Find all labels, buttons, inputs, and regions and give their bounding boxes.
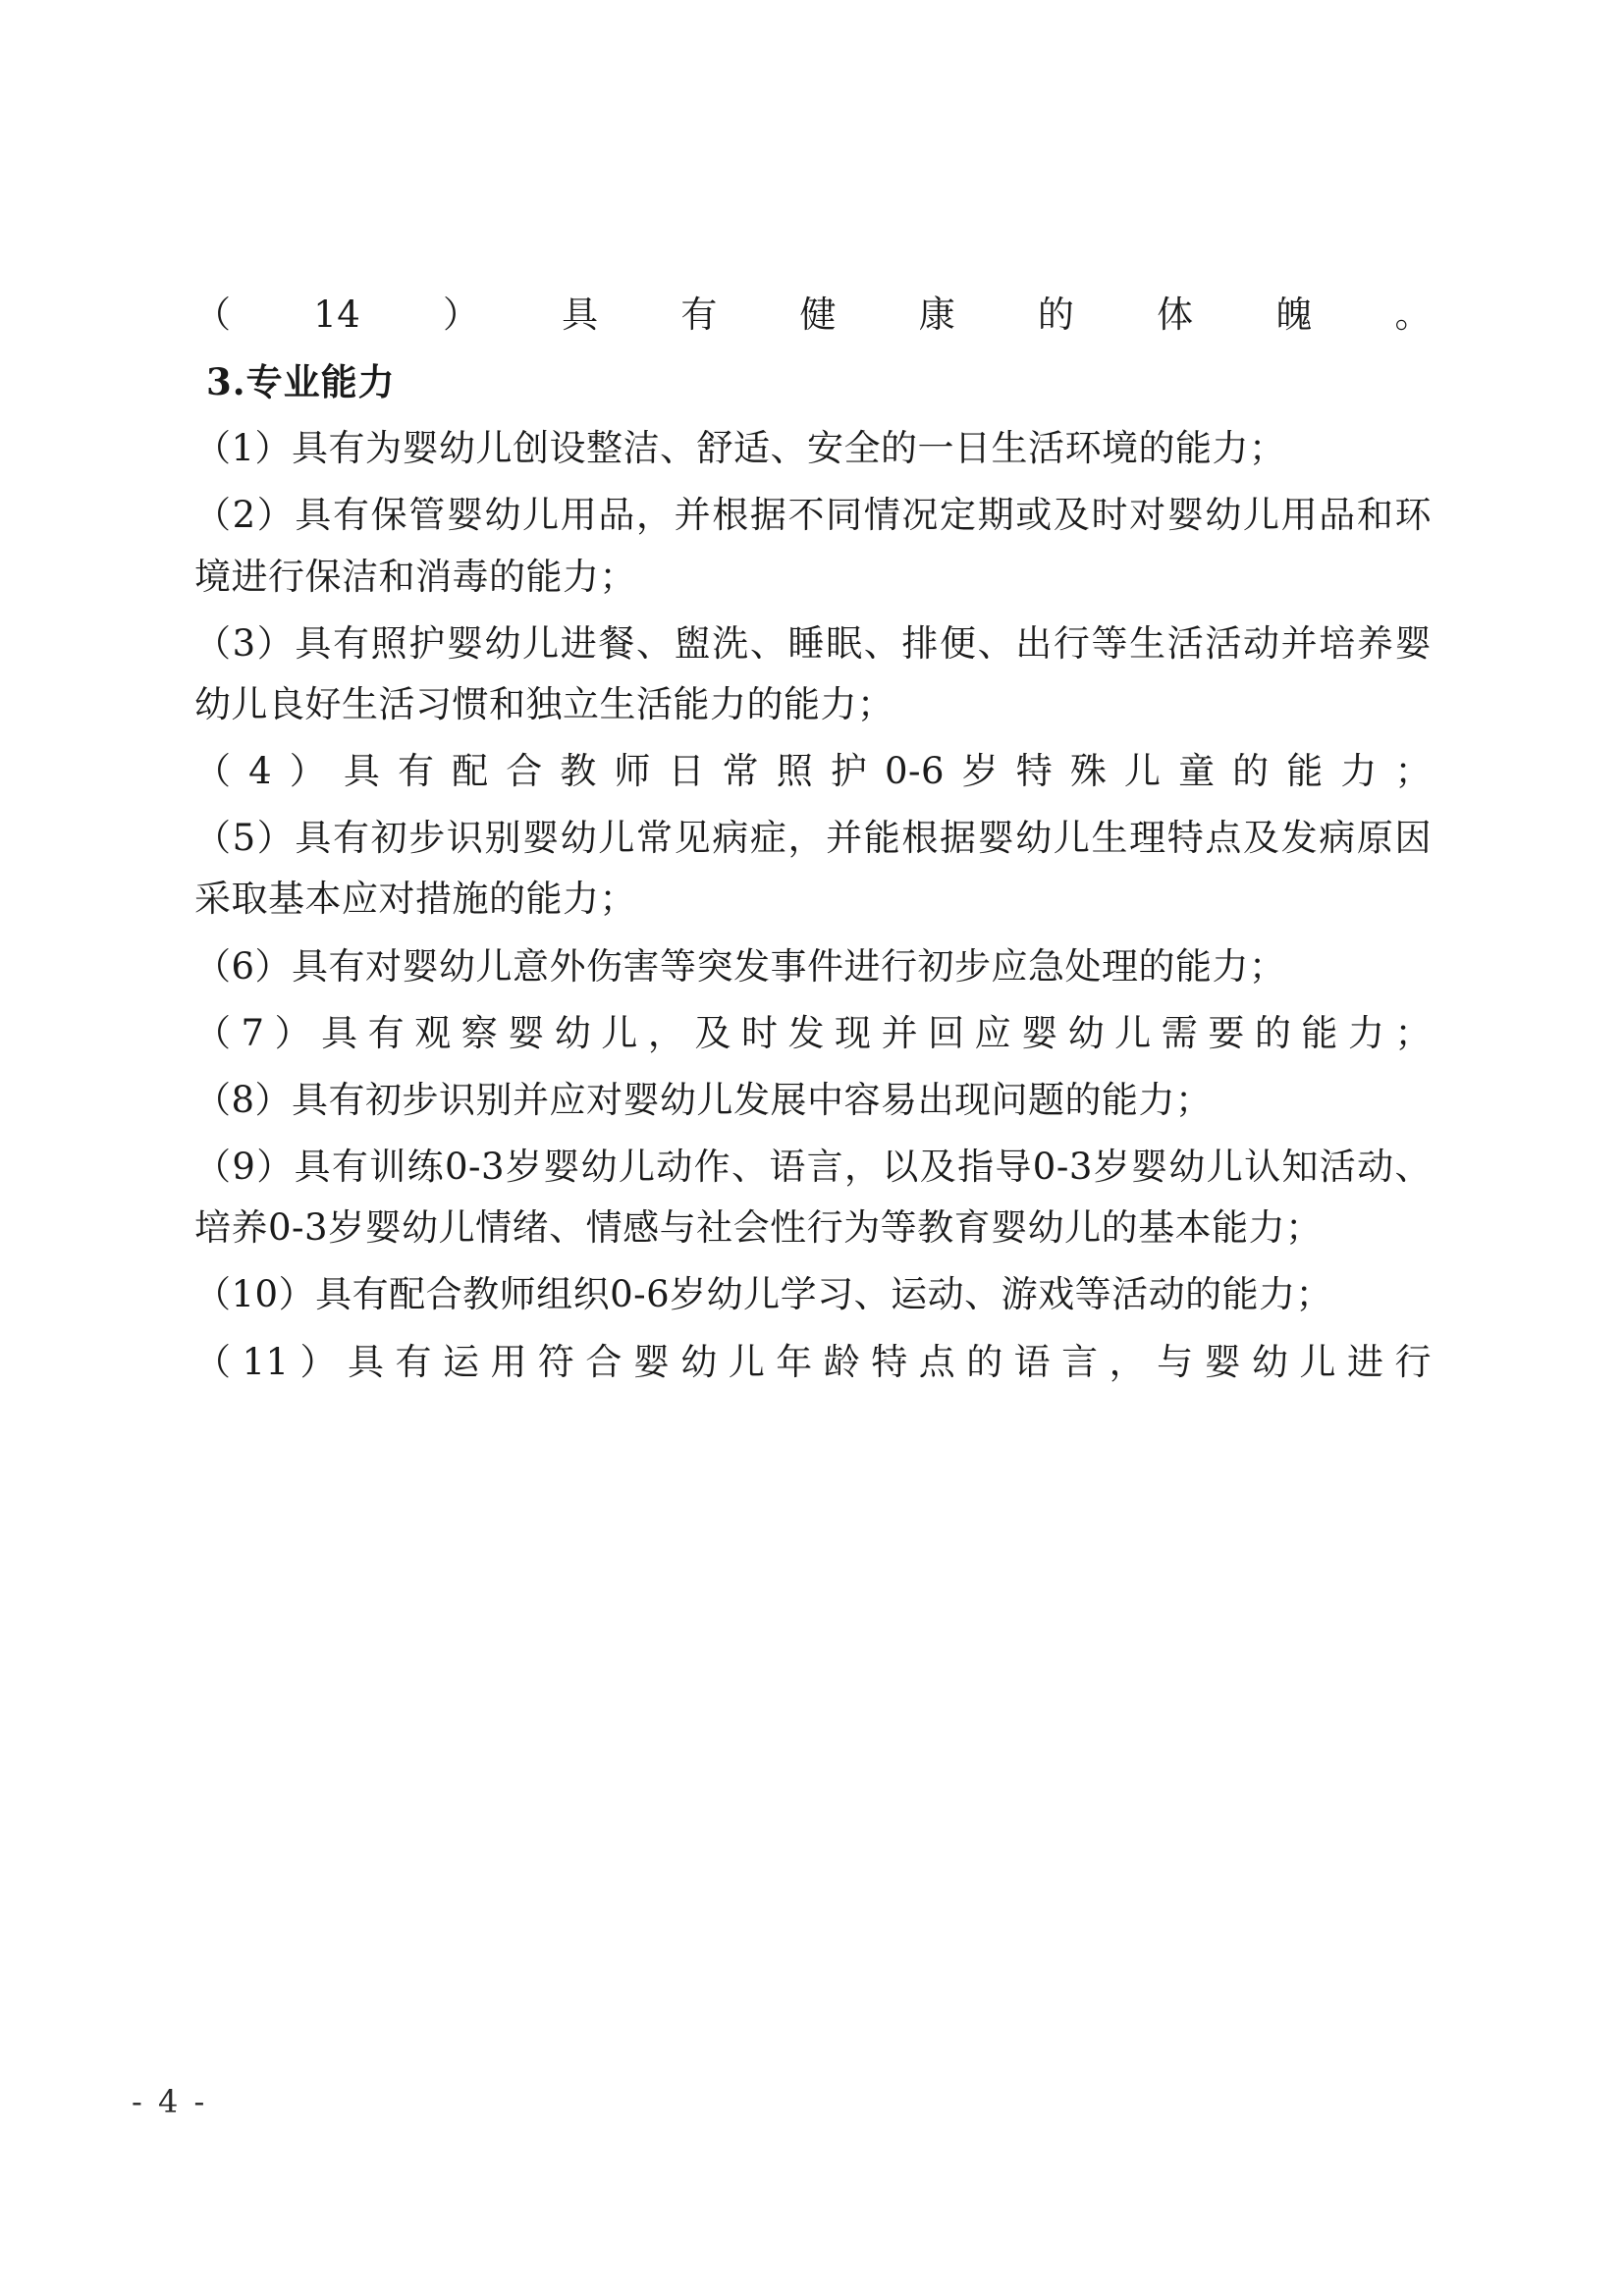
section-heading: 3.专业能力 [206,360,396,404]
page-body [194,285,1432,1399]
paragraph: （9）具有训练0-3岁婴幼儿动作、语言，以及指导0-3岁婴幼儿认知活动、培养0-3岁婴幼儿情绪、情感与社会性行为等教育婴幼儿的基本能力； [194,1146,1432,1250]
paragraph: （14）具有健康的体魄。 [194,294,1432,336]
page-number: - 4 - [132,2083,208,2120]
paragraph: （11）具有运用符合婴幼儿年龄特点的语言，与婴幼儿进行 [194,1340,1432,1383]
paragraph: （1）具有为婴幼儿创设整洁、舒适、安全的一日生活环境的能力； [194,427,1286,470]
paragraph: （7）具有观察婴幼儿，及时发现并回应婴幼儿需要的能力； [194,1011,1432,1054]
paragraph: （2）具有保管婴幼儿用品，并根据不同情况定期或及时对婴幼儿用品和环境进行保洁和消毒的能力； [194,494,1432,598]
paragraph: （3）具有照护婴幼儿进餐、盥洗、睡眠、排便、出行等生活活动并培养婴幼儿良好生活习惯和独立生活能力的能力； [194,621,1432,725]
paragraph: （6）具有对婴幼儿意外伤害等突发事件进行初步应急处理的能力； [194,944,1286,988]
paragraph: （8）具有初步识别并应对婴幼儿发展中容易出现问题的能力； [194,1078,1213,1121]
paragraph: （4）具有配合教师日常照护0-6岁特殊儿童的能力； [194,750,1432,793]
paragraph: （10）具有配合教师组织0-6岁幼儿学习、运动、游戏等活动的能力； [194,1273,1333,1316]
paragraph: （5）具有初步识别婴幼儿常见病症，并能根据婴幼儿生理特点及发病原因采取基本应对措施的能力； [194,817,1432,921]
